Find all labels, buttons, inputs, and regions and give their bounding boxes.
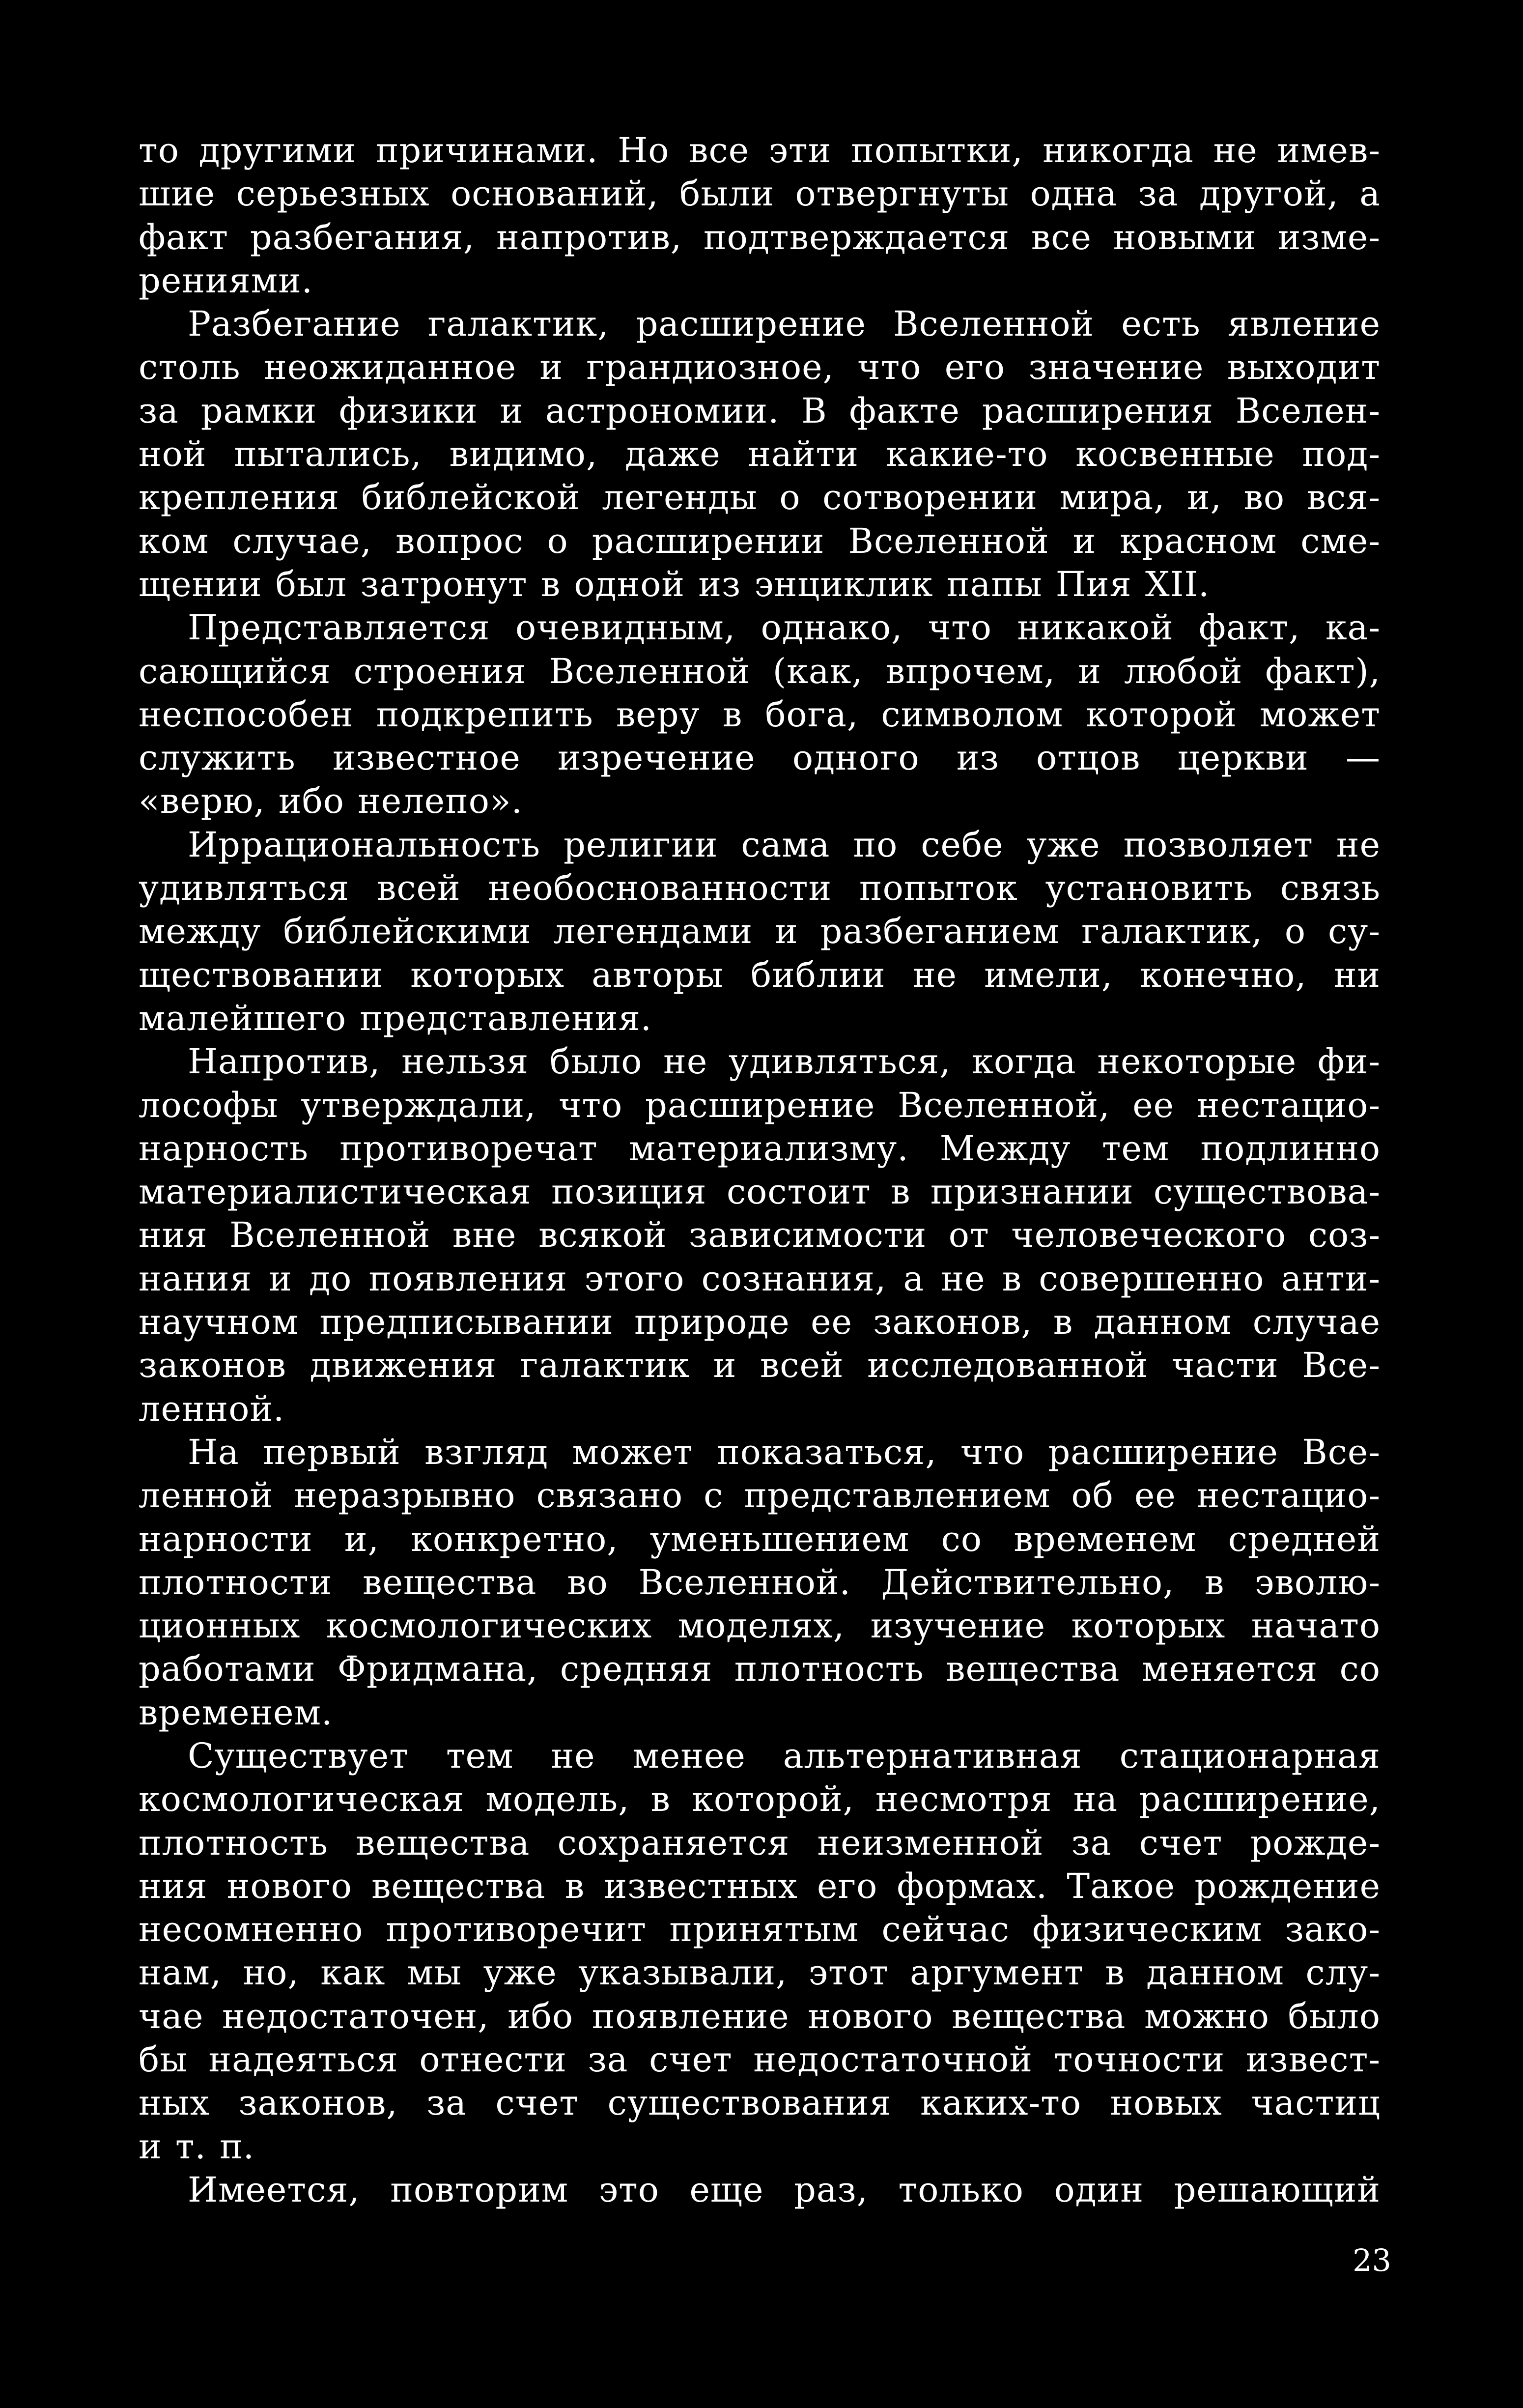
paragraph <box>139 823 1381 1040</box>
text-line: то другими причинами. Но все эти попытки, никогда не имев- <box>139 130 1381 171</box>
text-line: малейшего представления. <box>139 998 652 1038</box>
text-line: между библейскими легендами и разбеганием галактик, о су- <box>139 911 1381 952</box>
text-line: Имеется, повторим это еще раз, только один решающий <box>188 2169 1381 2210</box>
text-line: космологическая модель, в которой, несмотря на расширение, <box>139 1779 1381 1820</box>
text-line: ком случае, вопрос о расширении Вселенной и красном сме- <box>139 520 1381 561</box>
text-line: научном предписывании природе ее законов, в данном случае <box>139 1302 1381 1343</box>
text-line: нания и до появления этого сознания, а не в совершенно анти- <box>139 1258 1381 1299</box>
text-line: ной пытались, видимо, даже найти какие-то косвенные под- <box>139 434 1381 475</box>
text-line: ществовании которых авторы библии не имели, конечно, ни <box>139 954 1381 995</box>
paragraph <box>139 1040 1381 1431</box>
text-line: неспособен подкрепить веру в бога, символом которой может <box>139 694 1381 735</box>
text-line: временем. <box>139 1692 333 1733</box>
paragraph <box>139 1734 1381 2168</box>
text-line: Напротив, нельзя было не удивляться, когда некоторые фи- <box>188 1041 1381 1082</box>
text-line: Существует тем не менее альтернативная стационарная <box>188 1735 1381 1776</box>
text-line: факт разбегания, напротив, подтверждается все новыми изме- <box>139 217 1381 258</box>
text-line: шие серьезных оснований, были отвергнуты одна за другой, а <box>139 173 1381 214</box>
text-line: ния Вселенной вне всякой зависимости от человеческого соз- <box>139 1215 1381 1256</box>
text-line: сающийся строения Вселенной (как, впрочем, и любой факт), <box>139 651 1381 691</box>
text-line: ленной неразрывно связано с представлением об ее нестацио- <box>139 1475 1381 1516</box>
text-line: Разбегание галактик, расширение Вселенной есть явление <box>188 304 1381 344</box>
text-line: материалистическая позиция состоит в признании существова- <box>139 1172 1381 1212</box>
text-line: лософы утверждали, что расширение Вселенной, ее нестацио- <box>139 1085 1381 1125</box>
paragraph <box>139 129 1381 302</box>
text-line: и т. п. <box>139 2126 255 2167</box>
text-line: плотность вещества сохраняется неизменной за счет рожде- <box>139 1822 1381 1863</box>
text-line: крепления библейской легенды о сотворении мира, и, во вся- <box>139 477 1381 518</box>
text-line: законов движения галактик и всей исследованной части Все- <box>139 1345 1381 1386</box>
book-page-text <box>139 129 1381 2211</box>
text-line: ционных космологических моделях, изучение которых начато <box>139 1605 1381 1646</box>
text-line: столь неожиданное и грандиозное, что его значение выходит <box>139 347 1381 388</box>
text-line: нарность противоречат материализму. Между тем подлинно <box>139 1128 1381 1169</box>
text-line: нарности и, конкретно, уменьшением со временем средней <box>139 1519 1381 1559</box>
paragraph <box>139 2168 1381 2211</box>
text-line: чае недостаточен, ибо появление нового вещества можно было <box>139 1996 1381 2036</box>
text-line: бы надеяться отнести за счет недостаточной точности извест- <box>139 2039 1381 2080</box>
paragraph <box>139 606 1381 823</box>
text-line: щении был затронут в одной из энциклик папы Пия XII. <box>139 564 1210 604</box>
text-line: Иррациональность религии сама по себе уже позволяет не <box>188 824 1381 865</box>
text-line: за рамки физики и астрономии. В факте расширения Вселен- <box>139 390 1381 431</box>
text-line: служить известное изречение одного из отцов церкви — <box>139 738 1381 778</box>
text-line: несомненно противоречит принятым сейчас физическим зако- <box>139 1909 1381 1950</box>
text-line: ных законов, за счет существования каких-то новых частиц <box>139 2083 1381 2123</box>
text-line: На первый взгляд может показаться, что расширение Все- <box>188 1432 1381 1472</box>
paragraph <box>139 1431 1381 1734</box>
text-line: удивляться всей необоснованности попыток установить связь <box>139 868 1381 909</box>
text-line: ленной. <box>139 1388 285 1429</box>
text-line: «верю, ибо нелепо». <box>139 781 523 822</box>
text-line: нам, но, как мы уже указывали, этот аргумент в данном слу- <box>139 1952 1381 1993</box>
text-line: плотности вещества во Вселенной. Действительно, в эволю- <box>139 1562 1381 1603</box>
text-line: ния нового вещества в известных его формах. Такое рождение <box>139 1865 1381 1906</box>
paragraph <box>139 302 1381 606</box>
page-number: 23 <box>1353 2242 1391 2278</box>
text-line: работами Фридмана, средняя плотность вещества меняется со <box>139 1649 1381 1690</box>
text-line: рениями. <box>139 260 313 301</box>
text-line: Представляется очевидным, однако, что никакой факт, ка- <box>188 607 1381 648</box>
